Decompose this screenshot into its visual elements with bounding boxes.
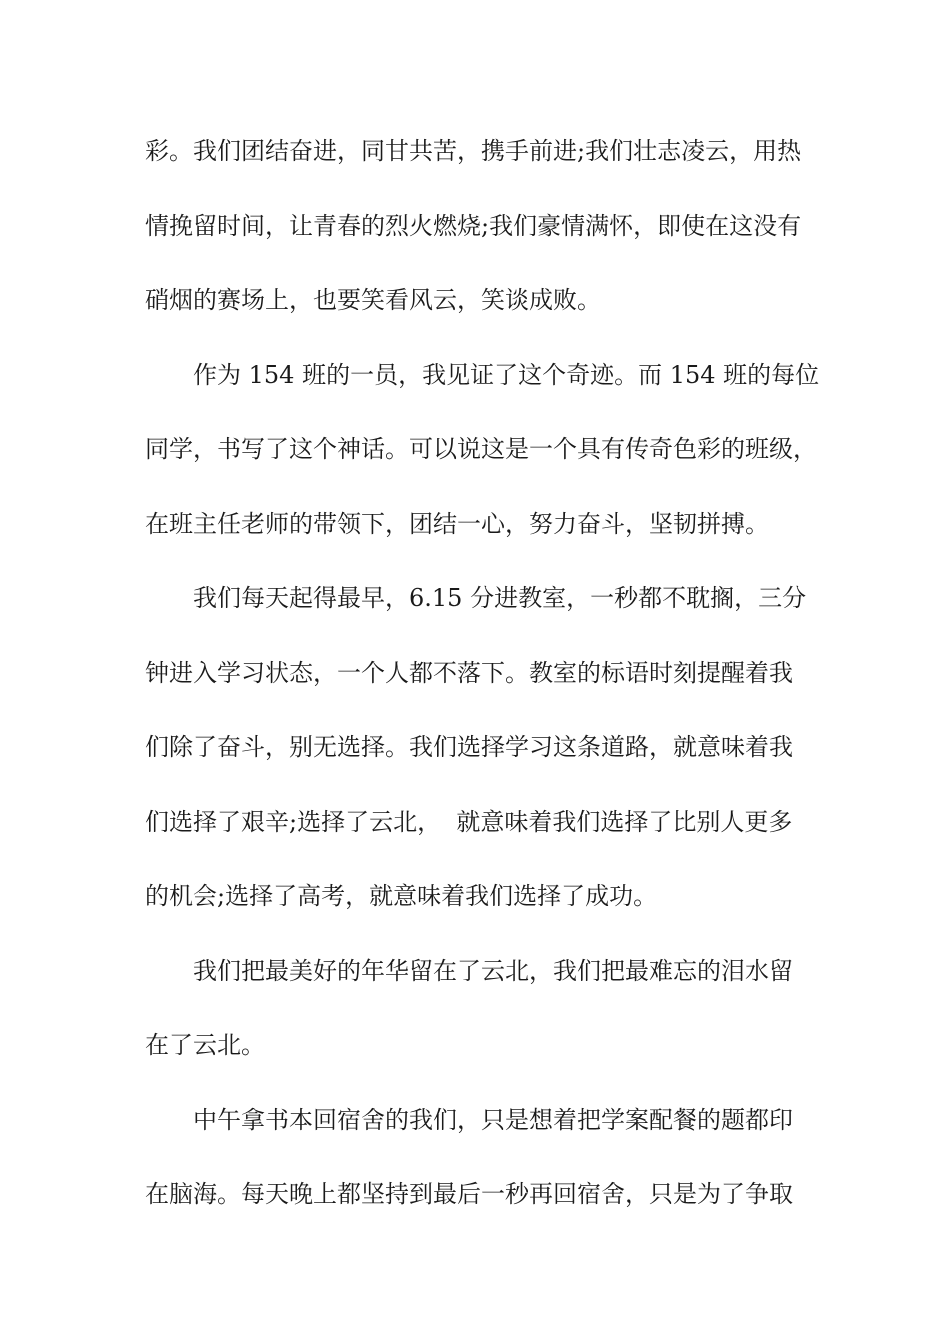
text-line: 们除了奋斗，别无选择。我们选择学习这条道路，就意味着我 [145,733,793,761]
paragraph-first-line: 我们每天起得最早，6.15 分进教室，一秒都不耽搁，三分 [193,584,807,612]
text-line: 在班主任老师的带领下，团结一心，努力奋斗，坚韧拼搏。 [145,509,769,538]
text-line: 们选择了艰辛;选择了云北， 就意味着我们选择了比别人更多 [145,807,793,836]
text-line: 在了云北。 [145,1031,265,1059]
text-line: 的机会;选择了高考，就意味着我们选择了成功。 [145,882,658,910]
text-line: 情挽留时间，让青春的烈火燃烧;我们豪情满怀，即使在这没有 [145,211,802,240]
text-line: 钟进入学习状态，一个人都不落下。教室的标语时刻提醒着我 [145,658,793,687]
paragraph-first-line: 作为 154 班的一员，我见证了这个奇迹。而 154 班的每位 [193,360,820,389]
text-line: 同学，书写了这个神话。可以说这是一个具有传奇色彩的班级， [145,435,817,463]
text-line: 在脑海。每天晚上都坚持到最后一秒再回宿舍，只是为了争取 [145,1180,793,1208]
document-text [145,131,820,1249]
text-line: 彩。我们团结奋进，同甘共苦，携手前进;我们壮志凌云，用热 [145,137,802,165]
paragraph-first-line: 我们把最美好的年华留在了云北，我们把最难忘的泪水留 [193,956,793,985]
text-line: 硝烟的赛场上，也要笑看风云，笑谈成败。 [145,286,601,314]
paragraph-first-line: 中午拿书本回宿舍的我们，只是想着把学案配餐的题都印 [193,1105,793,1134]
